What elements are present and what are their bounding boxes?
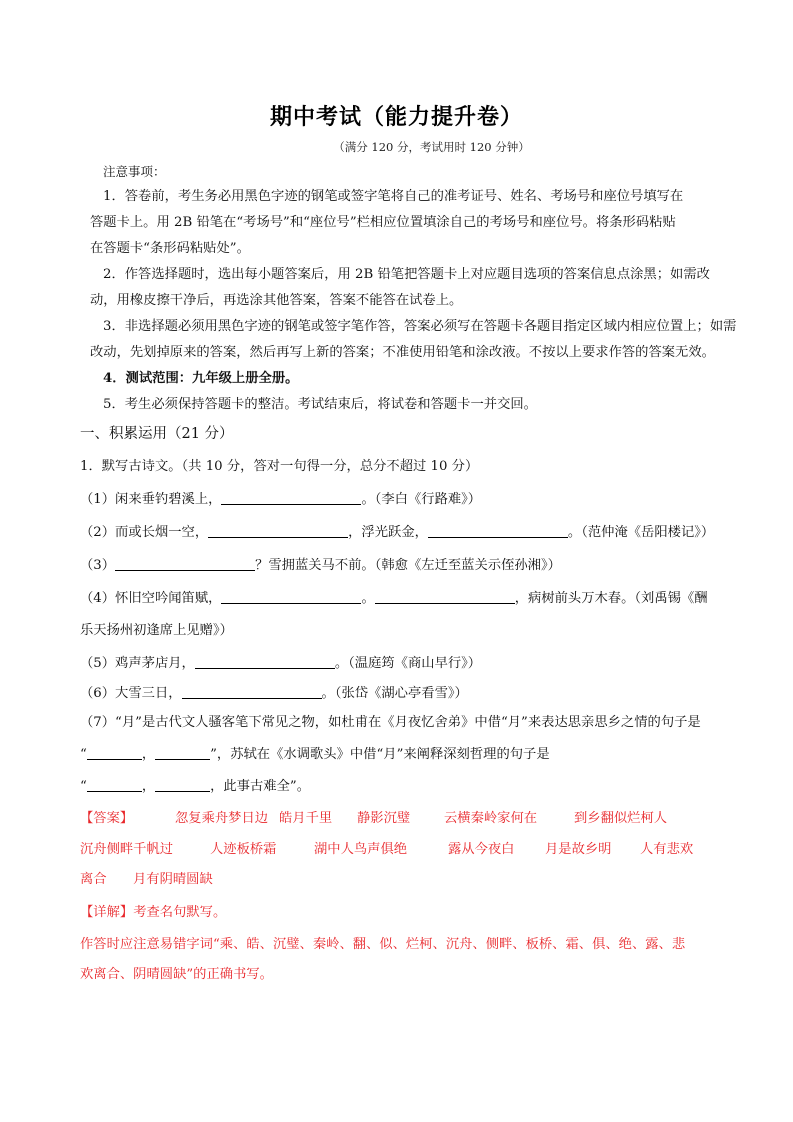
q1-4-prompt: （4）怀旧空吟闻笛赋， [80,591,222,606]
answer-item: 月是故乡明 [545,842,612,857]
answer-item: 人有悲欢 [640,842,694,857]
answer-row-3 [80,870,213,890]
answer-item: 到乡翻似烂柯人 [574,811,668,826]
question-1-7-line-1: （7）“月”是古代文人骚客笔下常见之物，如杜甫在《月夜忆舍弟》中借“月”来表达思亲思乡之情的句子是 [80,715,701,730]
notice-item-1-line-1: 1．答卷前，考生务必用黑色字迹的钢笔或签字笔将自己的准考证号、姓名、考场号和座位号填写在 [103,189,684,204]
q1-4-middle: 。 [361,591,375,606]
q1-2-prompt: （2）而或长烟一空， [80,525,209,540]
question-1-6 [80,684,468,704]
q1-2-middle: ，浮光跃金， [348,525,428,540]
notice-item-1-line-3: 在答题卡“条形码粘贴处”。 [90,241,250,256]
explanation-line-1: 作答时应注意易错字词“乘、皓、沉璧、秦岭、翻、似、烂柯、沉舟、侧畔、板桥、霜、俱、绝、露、悲 [80,937,686,952]
notice-item-5: 5．考生必须保持答题卡的整洁。考试结束后，将试卷和答题卡一并交回。 [103,397,537,412]
answer-blank[interactable] [155,777,210,792]
question-1-3 [80,556,561,576]
explanation-text: 考查名句默写。 [133,905,227,920]
answer-item: 离合 [80,872,107,887]
answer-item: 忽复乘舟梦日边 [175,811,269,826]
explanation-heading [80,903,226,923]
q1-5-source: 。（温庭筠《商山早行》） [334,656,482,671]
q1-3-source: ？雪拥蓝关马不前。（韩愈《左迁至蓝关示侄孙湘》） [255,558,561,573]
notice-item-4: 4．测试范围：九年级上册全册。 [103,371,299,386]
section-heading: 一、积累运用（21 分） [80,426,234,442]
separator: ， [141,747,156,762]
notice-item-3-line-2: 改动，先划掉原来的答案，然后再写上新的答案；不准使用铅笔和涂改液。不按以上要求作答的答案无效。 [90,345,715,360]
question-1-7-line-2 [80,745,550,765]
q1-7-end-text: ，此事古难全”。 [210,779,310,794]
q1-7-middle-text: ”，苏轼在《水调歌头》中借“月”来阐释深刻哲理的句子是 [210,747,550,762]
answer-blank[interactable] [87,745,142,760]
answer-item: 露从今夜白 [448,842,515,857]
answer-blank[interactable] [375,589,515,604]
question-1-5 [80,654,481,674]
answer-row-2 [80,840,693,860]
subtitle: （满分 120 分，考试用时 120 分钟） [333,140,530,154]
question-1-4 [80,589,708,609]
answer-blank[interactable] [221,589,361,604]
answer-label: 【答案】 [80,811,134,826]
answer-item: 月有阴晴圆缺 [133,872,213,887]
answer-item: 沉舟侧畔千帆过 [80,842,174,857]
q1-4-source: ，病树前头万木春。（刘禹锡《酬 [514,591,708,606]
open-quote: “ [80,747,87,762]
question-1-1 [80,490,481,510]
answer-blank[interactable] [208,523,348,538]
notice-heading: 注意事项： [103,164,166,179]
q1-5-prompt: （5）鸡声茅店月， [80,656,195,671]
separator: ， [141,779,156,794]
answer-item: 湖中人鸟声俱绝 [314,842,408,857]
q1-1-prompt: （1）闲来垂钓碧溪上， [80,492,222,507]
question-1-4-continued: 乐天扬州初逢席上见赠》） [80,623,233,638]
q1-2-source: 。（范仲淹《岳阳楼记》） [567,525,715,540]
open-quote: “ [80,779,87,794]
q1-6-prompt: （6）大雪三日， [80,686,182,701]
question-1-7-line-3 [80,777,310,797]
question-1-stem: 1．默写古诗文。（共 10 分，答对一句得一分，总分不超过 10 分） [80,459,479,474]
answer-blank[interactable] [221,490,361,505]
page-title: 期中考试（能力提升卷） [269,105,523,130]
notice-item-2-line-1: 2．作答选择题时，选出每小题答案后，用 2B 铅笔把答题卡上对应题目选项的答案信息点涂黑；如需改 [103,267,710,282]
answer-item: 静影沉璧 [357,811,411,826]
q1-6-source: 。（张岱《湖心亭看雪》） [321,686,468,701]
question-1-2 [80,523,714,543]
q1-3-prompt: （3） [80,558,116,573]
answer-blank[interactable] [155,745,210,760]
answer-blank[interactable] [115,556,255,571]
notice-item-3-line-1: 3．非选择题必须用黑色字迹的钢笔或签字笔作答，答案必须写在答题卡各题目指定区域内相应位置上；如需 [103,319,737,334]
answer-row-1 [80,809,667,829]
answer-item: 皓月千里 [279,811,333,826]
explanation-line-2: 欢离合、阴晴圆缺”的正确书写。 [80,967,273,982]
answer-blank[interactable] [428,523,568,538]
answer-item: 云横秦岭家何在 [444,811,538,826]
answer-item: 人迹板桥霜 [210,842,277,857]
notice-item-1-line-2: 答题卡上。用 2B 铅笔在“考场号”和“座位号”栏相应位置填涂自己的考场号和座位号。将条形码粘贴 [90,215,676,230]
answer-blank[interactable] [195,654,335,669]
explanation-label: 【详解】 [80,905,134,920]
answer-blank[interactable] [87,777,142,792]
answer-blank[interactable] [182,684,322,699]
notice-item-2-line-2: 动，用橡皮擦干净后，再选涂其他答案，答案不能答在试卷上。 [90,293,463,308]
q1-1-source: 。（李白《行路难》） [361,492,482,507]
